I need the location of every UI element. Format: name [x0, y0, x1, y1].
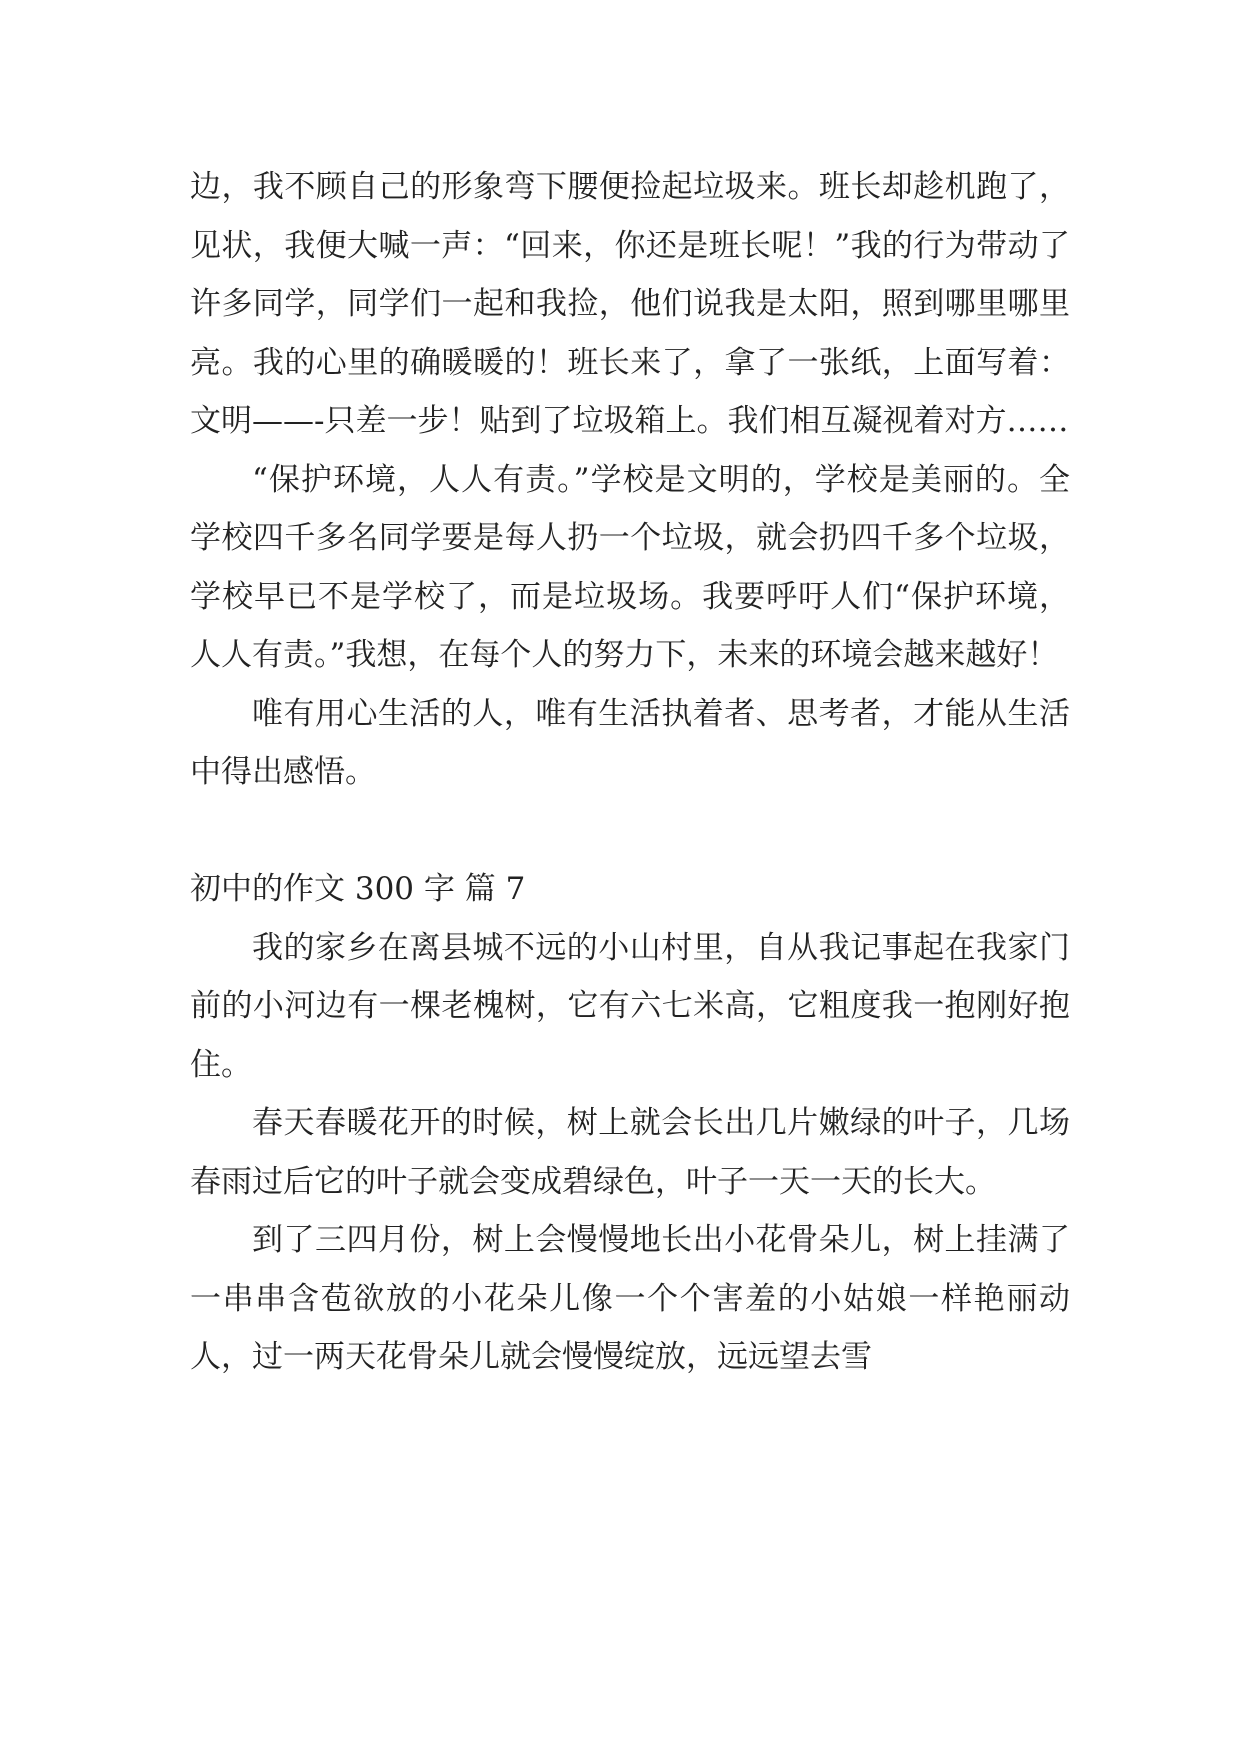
section-heading: 初中的作文 300 字 篇 7: [190, 871, 526, 907]
paragraph-spring: 春天春暖花开的时候，树上就会长出几片嫩绿的叶子，几场春雨过后它的叶子就会变成碧绿色，叶子一天一天的长大。: [190, 1105, 1070, 1200]
paragraph-hometown: 我的家乡在离县城不远的小山村里，自从我记事起在我家门前的小河边有一棵老槐树，它有六七米高，它粗度我一抱刚好抱住。: [190, 929, 1070, 1083]
paragraph-environment: “保护环境，人人有责。”学校是文明的，学校是美丽的。全学校四千多名同学要是每人扔一个垃圾，就会扔四千多个垃圾，学校早已不是学校了，而是垃圾场。我要呼吁人们“保护环境，人人有责。”我想，在每个人的努力下，未来的环境会越来越好！: [190, 461, 1070, 673]
paragraph-continued: 边，我不顾自己的形象弯下腰便捡起垃圾来。班长却趁机跑了，见状，我便大喊一声：“回来，你还是班长呢！”我的行为带动了许多同学，同学们一起和我捡，他们说我是太阳，照到哪里哪里亮。我的心里的确暖暖的！班长来了，拿了一张纸，上面写着：文明——-只差一步！贴到了垃圾箱上。我们相互凝视着对方……: [190, 169, 1070, 439]
paragraph-conclusion: 唯有用心生活的人，唯有生活执着者、思考者，才能从生活中得出感悟。: [190, 695, 1070, 790]
paragraph-blossom: 到了三四月份，树上会慢慢地长出小花骨朵儿，树上挂满了一串串含苞欲放的小花朵儿像一个个害羞的小姑娘一样艳丽动人，过一两天花骨朵儿就会慢慢绽放，远远望去雪: [190, 1222, 1070, 1375]
document-body: [190, 158, 1070, 1387]
